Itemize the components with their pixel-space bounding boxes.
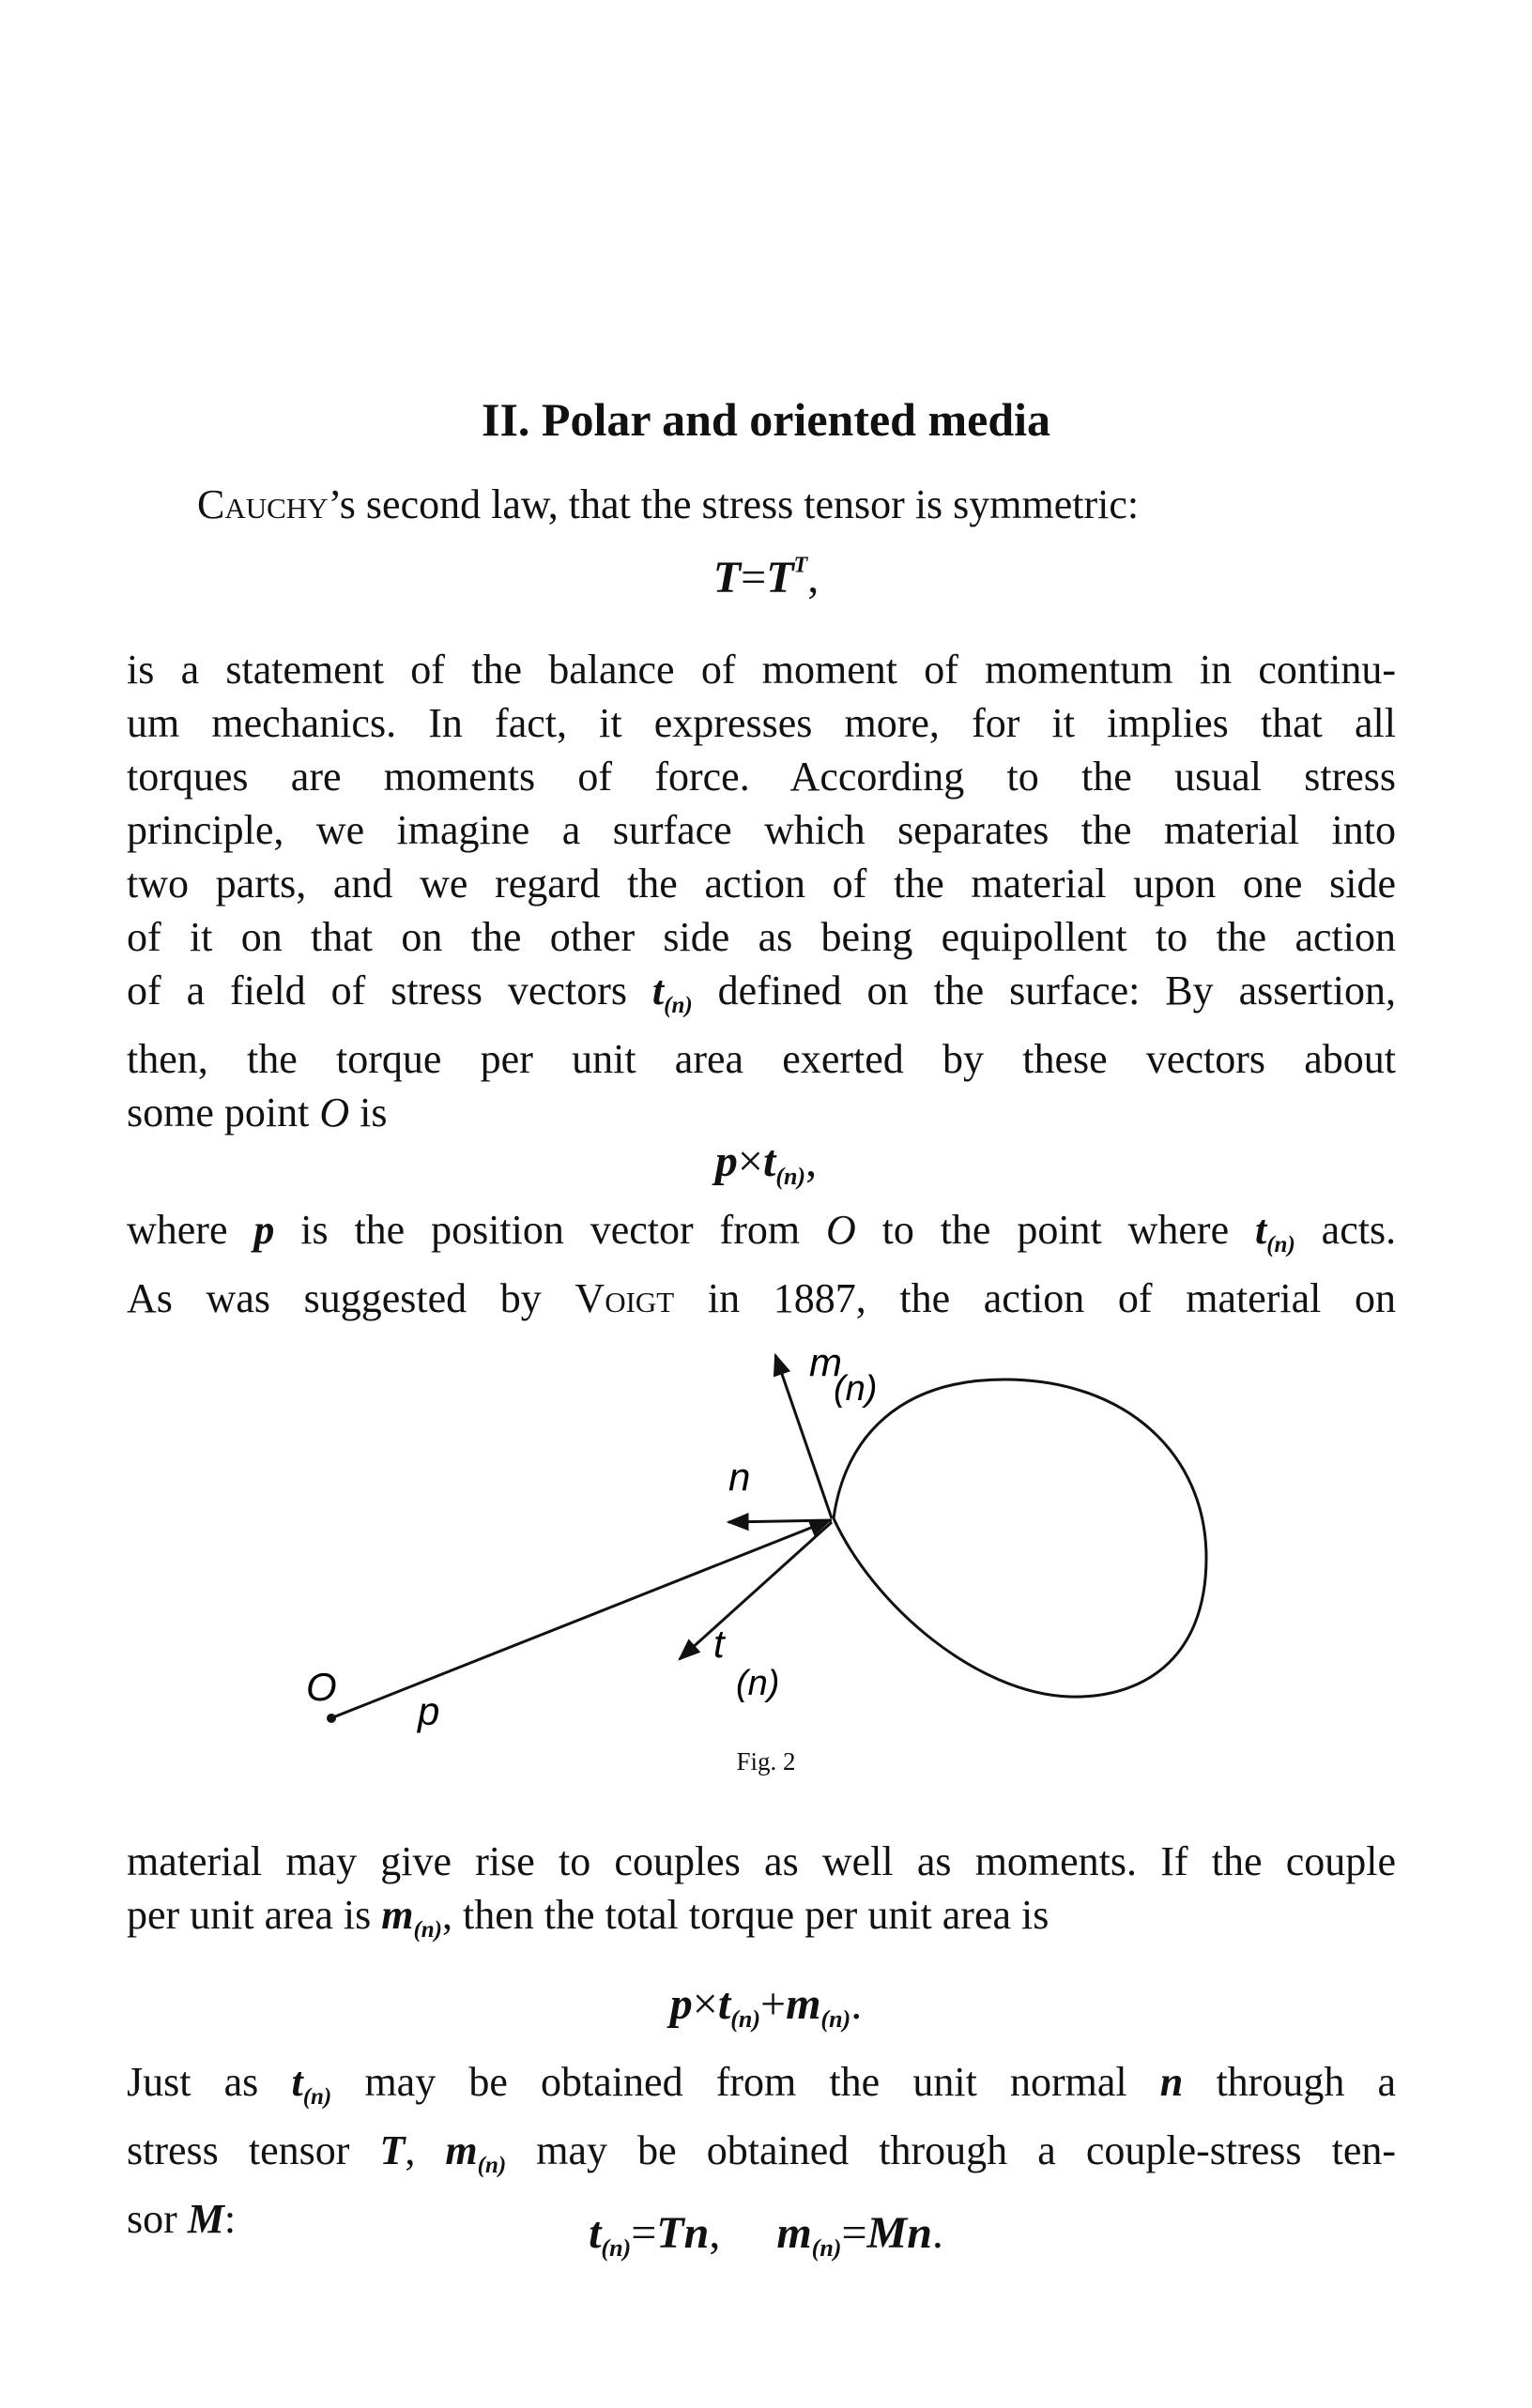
symbol-T: T	[656, 2208, 684, 2258]
eq4-period: .	[931, 2208, 943, 2258]
symbol-m: m	[381, 1892, 414, 1938]
symbol-plus: +	[760, 1979, 787, 2029]
text-fragment: some point	[127, 1089, 310, 1135]
symbol-sub-n: (n)	[730, 2005, 760, 2034]
stress-vector-t	[680, 1522, 832, 1659]
label-m: m	[809, 1340, 842, 1384]
symbol-t: t	[589, 2208, 602, 2258]
label-p: p	[418, 1689, 440, 1733]
symbol-times: ×	[692, 1979, 718, 2029]
symbol-n: n	[907, 2208, 932, 2258]
text-fragment: where	[127, 1207, 228, 1253]
eq2-punct: ,	[805, 1136, 818, 1186]
symbol-sub-n: (n)	[664, 992, 693, 1018]
symbol-p: p	[253, 1207, 275, 1253]
symbol-m: m	[776, 2208, 812, 2258]
equation-total-torque	[0, 1978, 1532, 2034]
symbol-sub-n: (n)	[811, 2234, 842, 2263]
figure-2-diagram	[0, 1323, 1532, 1755]
label-n: n	[728, 1455, 751, 1499]
eq4-equals: =	[631, 2208, 657, 2258]
label-m-sub: (n)	[834, 1369, 878, 1409]
symbol-sub-n: (n)	[477, 2152, 507, 2178]
body-outline	[834, 1379, 1206, 1697]
symbol-sub-n: (n)	[601, 2234, 632, 2263]
paragraph-intro	[197, 480, 1139, 528]
text-fragment: may be obtained from the unit normal	[364, 2059, 1127, 2105]
text-line: then, the torque per unit area exerted by these vectors about	[127, 1035, 1396, 1082]
text-fragment: acts.	[1321, 1207, 1397, 1253]
text-fragment: in 1887, the action of material on	[707, 1274, 1396, 1321]
text-fragment: stress tensor	[127, 2126, 350, 2173]
text-fragment: of a field of stress vectors	[127, 968, 627, 1013]
symbol-t: t	[717, 1979, 731, 2029]
text-fragment: to the point where	[881, 1207, 1230, 1253]
normal-vector-n	[728, 1520, 832, 1522]
text-fragment: Just as	[127, 2059, 259, 2105]
eq4-comma: ,	[709, 2208, 721, 2258]
text-fragment: , then the total torque per unit area is	[442, 1892, 1049, 1938]
label-t-sub: (n)	[736, 1664, 780, 1703]
symbol-sub-n: (n)	[820, 2005, 851, 2034]
text-line	[127, 1203, 1396, 1272]
equation-torque	[0, 1135, 1532, 1191]
paragraph-couples	[127, 1835, 1396, 1957]
eq3-punct: .	[850, 1979, 863, 2029]
author-cauchy: Cauchy	[197, 481, 329, 527]
text-line	[127, 2124, 1396, 2192]
equation-constitutive	[0, 2207, 1532, 2263]
eq1-transpose: T	[793, 553, 808, 578]
label-O: O	[306, 1665, 337, 1709]
text-line: two parts, and we regard the action of the material upon one side	[127, 861, 1396, 907]
text-line	[127, 1888, 1396, 1957]
symbol-n: n	[1159, 2059, 1184, 2105]
text-line: is a statement of the balance of moment of momentum in continu-	[127, 647, 1396, 693]
symbol-sub-n: (n)	[302, 2083, 332, 2110]
symbol-sub-n: (n)	[775, 1163, 806, 1191]
eq1-lhs: T	[712, 553, 742, 602]
symbol-t: t	[651, 968, 665, 1013]
label-t: t	[713, 1622, 725, 1666]
symbol-M: M	[187, 2195, 224, 2242]
symbol-n: n	[683, 2208, 710, 2258]
text-fragment: per unit area is	[127, 1892, 372, 1938]
text-fragment: :	[223, 2195, 237, 2242]
equation-symmetry	[0, 552, 1532, 603]
symbol-O: O	[825, 1207, 856, 1253]
text-fragment: sor	[127, 2195, 177, 2242]
paragraph-position-vector	[127, 1203, 1396, 1325]
symbol-times: ×	[737, 1136, 763, 1186]
text-line	[127, 1272, 1396, 1325]
paragraph-stress-principle	[127, 643, 1396, 1139]
text-line: um mechanics. In fact, it expresses more, for it implies that all	[127, 700, 1396, 746]
symbol-m: m	[445, 2126, 478, 2173]
section-heading: II. Polar and oriented media	[481, 393, 1051, 446]
text-line	[127, 1086, 1396, 1139]
symbol-O: O	[319, 1089, 350, 1135]
text-line: torques are moments of force. According to the usual stress	[127, 754, 1396, 800]
text-line: of it on that on the other side as being equipollent to the action	[127, 914, 1396, 960]
symbol-t: t	[291, 2059, 303, 2105]
text-line	[127, 964, 1396, 1032]
author-voigt: Voigt	[574, 1274, 675, 1321]
symbol-p: p	[669, 1979, 693, 2029]
symbol-m: m	[786, 1979, 821, 2029]
text-fragment: is the position vector from	[300, 1207, 801, 1253]
text-fragment: As was suggested by	[127, 1274, 542, 1321]
text-fragment: defined on the surface: By assertion,	[717, 968, 1396, 1013]
symbol-t: t	[1255, 1207, 1267, 1253]
eq1-rhs: T	[766, 553, 794, 602]
text-fragment: ,	[405, 2126, 416, 2173]
text-fragment: may be obtained through a couple-stress ten-	[536, 2126, 1397, 2173]
text-fragment: through a	[1216, 2059, 1397, 2105]
symbol-p: p	[714, 1136, 738, 1186]
symbol-sub-n: (n)	[1266, 1231, 1295, 1257]
symbol-M: M	[866, 2208, 908, 2258]
eq4-equals: =	[841, 2208, 867, 2258]
symbol-T: T	[379, 2126, 406, 2173]
eq1-equals: =	[741, 553, 767, 602]
text-line: principle, we imagine a surface which separates the material into	[127, 807, 1396, 853]
symbol-sub-n: (n)	[413, 1916, 443, 1943]
intro-text: ’s second law, that the stress tensor is symmetric:	[328, 481, 1140, 527]
text-fragment: is	[360, 1089, 388, 1135]
text-line: material may give rise to couples as well as moments. If the couple	[127, 1838, 1396, 1884]
figure-caption: Fig. 2	[736, 1747, 796, 1776]
eq1-punct: ,	[807, 553, 820, 602]
symbol-t: t	[762, 1136, 776, 1186]
origin-point	[327, 1714, 336, 1723]
text-line	[127, 2055, 1396, 2124]
